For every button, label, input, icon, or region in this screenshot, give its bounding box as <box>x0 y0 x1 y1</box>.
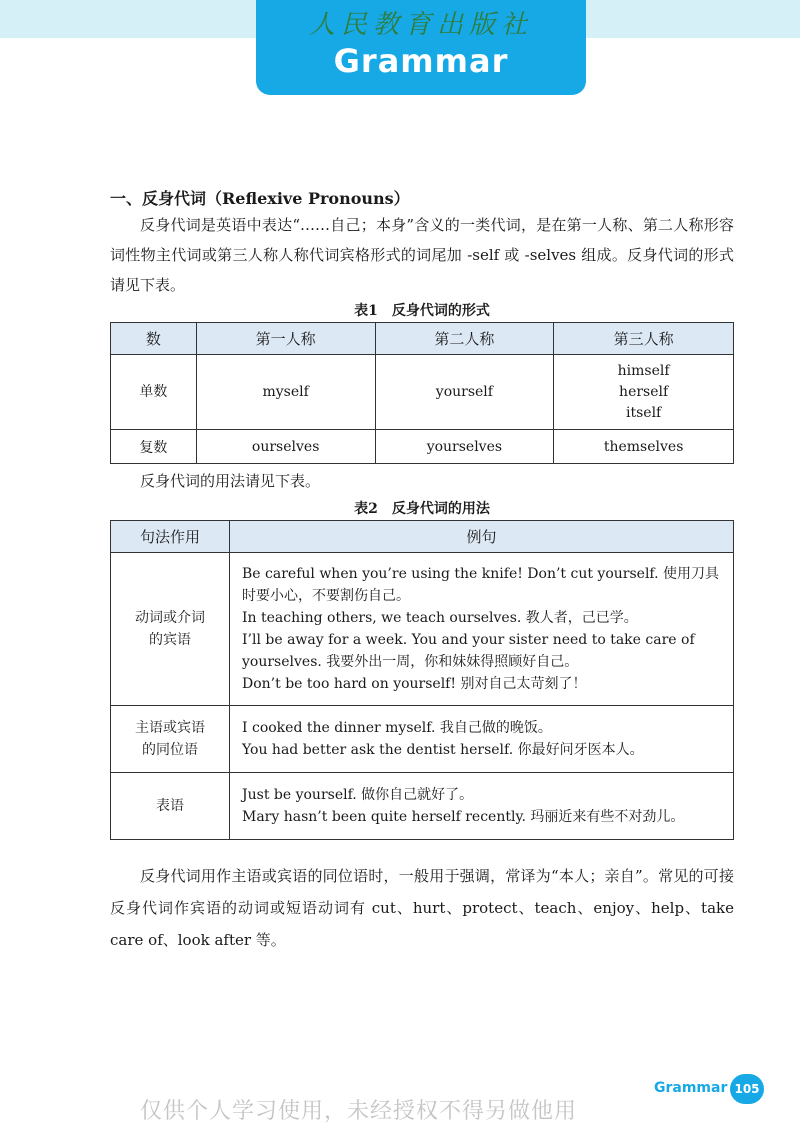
table-row <box>111 706 734 773</box>
header-cell: 第一人称 <box>196 323 375 355</box>
table-header-row <box>111 323 734 355</box>
role-cell <box>111 773 230 840</box>
role-line: 的宾语 <box>149 632 191 648</box>
table1-caption: 表1 反身代词的形式 <box>354 303 490 319</box>
intro-paragraph: 反身代词是英语中表达“……自己；本身”含义的一类代词，是在第一人称、第二人称形容词性物主代词或第三人称人称代词宾格形式的词尾加 -self 或 -selves 组成。反身代词的形式请见下表。 <box>110 216 734 294</box>
example-sentence: I cooked the dinner myself. 我自己做的晚饭。 <box>242 720 552 736</box>
cell-line: herself <box>619 383 669 400</box>
example-sentence: Mary hasn’t been quite herself recently. 玛丽近来有些不对劲儿。 <box>242 809 685 825</box>
table-row <box>111 430 734 464</box>
example-sentence: You had better ask the dentist herself. 你最好问牙医本人。 <box>242 742 644 758</box>
role-line: 动词或介词 <box>135 610 205 626</box>
table2-caption: 表2 反身代词的用法 <box>354 501 490 517</box>
example-sentence: I’ll be away for a week. You and your sister need to take care of yourselves. 我要外出一周，你和妹妹得照顾好自己。 <box>242 632 695 670</box>
header-cell: 数 <box>111 323 197 355</box>
header-cell: 句法作用 <box>111 521 230 553</box>
table-cell: myself <box>196 355 375 430</box>
role-line: 表语 <box>156 798 184 814</box>
example-sentence: Be careful when you’re using the knife! Don’t cut yourself. 使用刀具时要小心，不要割伤自己。 <box>242 566 720 604</box>
table-cell: yourselves <box>375 430 554 464</box>
header-cell: 例句 <box>230 521 734 553</box>
table-header-row <box>111 521 734 553</box>
examples-cell <box>230 706 734 773</box>
header-tab <box>256 0 586 95</box>
cell-line: himself <box>617 362 670 379</box>
table-cell <box>554 355 734 430</box>
closing-paragraph: 反身代词用作主语或宾语的同位语时，一般用于强调，常译为“本人；亲自”。常见的可接反身代词作宾语的动词或短语动词有 cut、hurt、protect、teach、enjoy、help、take care of、look after 等。 <box>110 867 734 949</box>
table-cell: yourself <box>375 355 554 430</box>
section-heading: 一、反身代词（Reflexive Pronouns） <box>110 189 410 208</box>
examples-cell <box>230 773 734 840</box>
watermark: 仅供个人学习使用，未经授权不得另做他用 <box>140 1099 578 1124</box>
table-cell: ourselves <box>196 430 375 464</box>
table-cell: 单数 <box>111 355 197 430</box>
header-cell: 第三人称 <box>554 323 734 355</box>
role-line: 主语或宾语 <box>135 720 205 736</box>
example-sentence: Don’t be too hard on yourself! 别对自己太苛刻了！ <box>242 676 587 692</box>
table-row <box>111 355 734 430</box>
usage-table <box>110 520 734 840</box>
header-cell: 第二人称 <box>375 323 554 355</box>
role-cell <box>111 706 230 773</box>
example-sentence: In teaching others, we teach ourselves. 教人者，己已学。 <box>242 610 638 626</box>
table-cell: 复数 <box>111 430 197 464</box>
table-cell: themselves <box>554 430 734 464</box>
table-row <box>111 553 734 706</box>
header-title: Grammar <box>333 42 509 80</box>
example-sentence: Just be yourself. 做你自己就好了。 <box>242 787 474 803</box>
table-row <box>111 773 734 840</box>
usage-intro: 反身代词的用法请见下表。 <box>140 472 321 490</box>
footer-label: Grammar <box>654 1080 728 1096</box>
examples-cell <box>230 553 734 706</box>
publisher-logo: 人民教育出版社 <box>308 10 533 40</box>
page-number-badge: 105 <box>730 1074 764 1104</box>
forms-table <box>110 322 734 464</box>
role-line: 的同位语 <box>142 742 198 758</box>
cell-line: itself <box>626 404 662 421</box>
role-cell <box>111 553 230 706</box>
